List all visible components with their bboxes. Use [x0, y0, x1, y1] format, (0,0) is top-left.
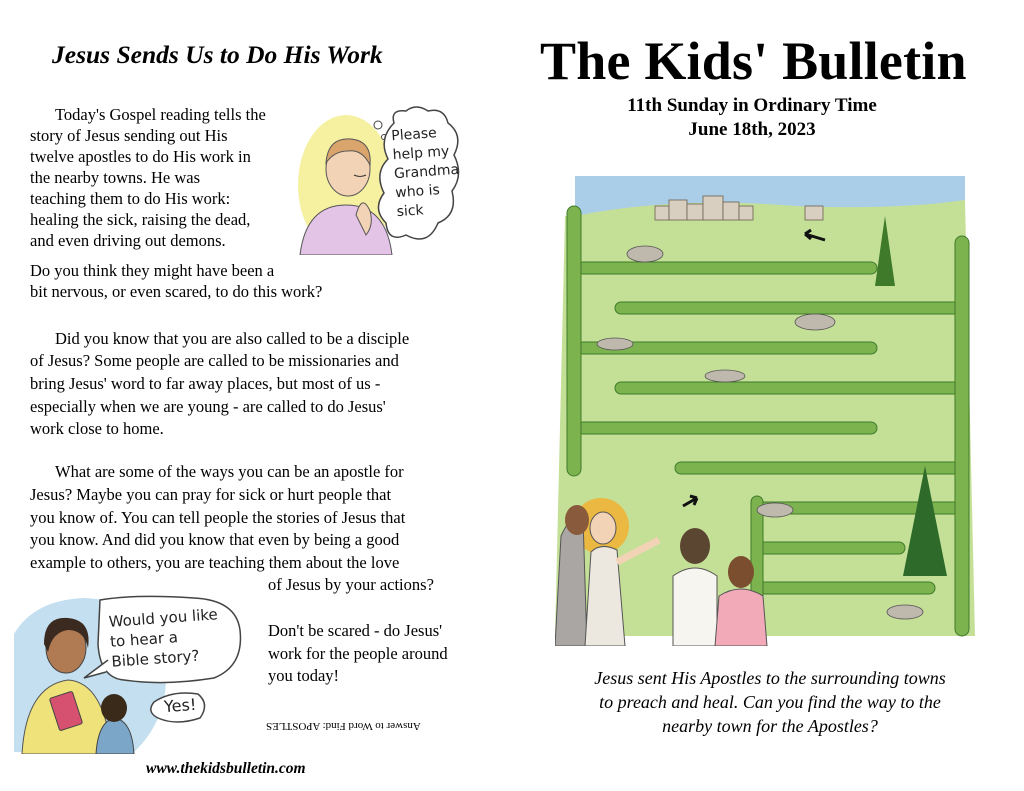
- caption-line: to preach and heal. Can you find the way to the: [599, 692, 941, 712]
- maze-caption: [540, 666, 1000, 738]
- text-line: teaching them to do His work:: [30, 189, 231, 208]
- bubble-line: sick: [396, 202, 425, 221]
- text-line: especially when we are young - are called to do Jesus': [30, 397, 386, 416]
- text-line: Jesus? Maybe you can pray for sick or hurt people that: [30, 485, 392, 504]
- text-line: Do you think they might have been a: [30, 261, 275, 280]
- text-line: Did you know that you are also called to be a disciple: [55, 329, 410, 348]
- text-line: story of Jesus sending out His: [30, 126, 228, 145]
- text-line: work for the people around: [268, 644, 448, 663]
- text-line: you know. And did you know that even by being a good: [30, 530, 400, 549]
- maze-illustration: [555, 176, 995, 646]
- answer-upside-down: Answer to Word Find: APOSTLES: [266, 720, 421, 732]
- article-title: Jesus Sends Us to Do His Work: [52, 40, 383, 69]
- bubble-yes: Yes!: [163, 694, 197, 717]
- caption-line: nearby town for the Apostles?: [662, 716, 878, 736]
- website-url[interactable]: www.thekidsbulletin.com: [146, 760, 306, 777]
- bulletin-date: June 18th, 2023: [688, 119, 816, 140]
- bubble-line: to hear a: [109, 628, 179, 651]
- text-line: What are some of the ways you can be an apostle for: [55, 462, 404, 481]
- bubble-line: Please: [390, 125, 438, 145]
- text-line: healing the sick, raising the dead,: [30, 210, 251, 229]
- text-line: example to others, you are teaching them about the love: [30, 553, 400, 572]
- text-line: you today!: [268, 666, 340, 685]
- liturgical-day: 11th Sunday in Ordinary Time: [627, 95, 877, 116]
- text-line: of Jesus by your actions?: [268, 575, 434, 594]
- text-line: Don't be scared - do Jesus': [268, 621, 443, 640]
- bubble-line: Would you like: [108, 605, 219, 631]
- bubble-line: Bible story?: [110, 646, 200, 671]
- text-line: Today's Gospel reading tells the: [55, 105, 266, 124]
- praying-boy-illustration: [296, 105, 466, 255]
- text-line: twelve apostles to do His work in: [30, 147, 251, 166]
- bible-story-illustration: [14, 594, 254, 754]
- bubble-line: Grandma: [393, 161, 460, 183]
- bulletin-title: The Kids' Bulletin: [540, 31, 967, 91]
- text-line: work close to home.: [30, 419, 164, 438]
- text-line: bring Jesus' word to far away places, but most of us -: [30, 374, 381, 393]
- text-line: the nearby towns. He was: [30, 168, 200, 187]
- text-line: bit nervous, or even scared, to do this work?: [30, 282, 323, 301]
- caption-line: Jesus sent His Apostles to the surrounding towns: [594, 668, 946, 688]
- text-line: and even driving out demons.: [30, 231, 226, 250]
- bubble-line: who is: [394, 182, 441, 202]
- bubble-line: help my: [392, 143, 450, 164]
- text-line: of Jesus? Some people are called to be missionaries and: [30, 351, 399, 370]
- text-line: you know of. You can tell people the stories of Jesus that: [30, 508, 406, 527]
